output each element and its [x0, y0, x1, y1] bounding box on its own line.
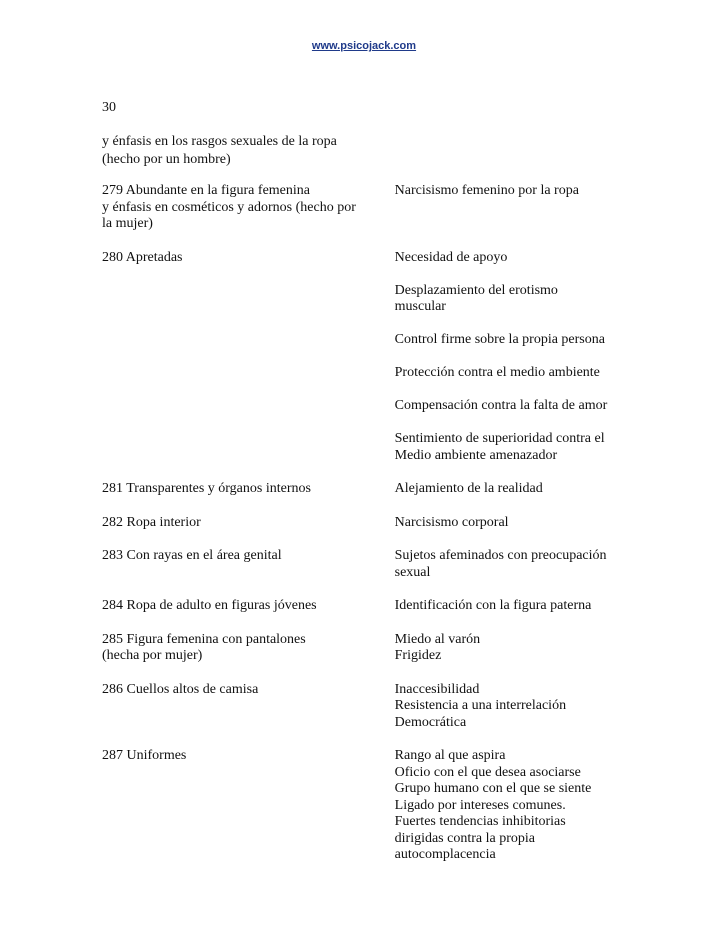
- line-gap: [395, 316, 622, 333]
- entry-line: Miedo al varón: [394, 631, 481, 647]
- entry-line: Sujetos afeminados con preocupación: [394, 548, 607, 563]
- entry-item: [102, 548, 395, 581]
- entry-line: Control firme sobre la propia persona: [394, 332, 605, 347]
- entry-item: [102, 481, 395, 498]
- entry-line: (hecha por mujer): [102, 648, 203, 663]
- entry-line: autocomplacencia: [394, 847, 496, 862]
- entry-row: [102, 682, 622, 732]
- entry-line: 281 Transparentes y órganos internos: [102, 481, 311, 496]
- line-gap: [395, 415, 622, 432]
- entry-interpretation: [395, 682, 622, 732]
- entry-line: Resistencia a una interrelación: [394, 698, 567, 713]
- entry-line: Fuertes tendencias inhibitorias: [394, 814, 566, 829]
- entry-interpretation: [395, 515, 622, 532]
- line-gap: [395, 266, 622, 283]
- entry-line: Alejamiento de la realidad: [394, 481, 543, 496]
- line-gap: [395, 349, 622, 366]
- entry-row: [102, 183, 622, 233]
- entry-line: 280 Apretadas: [102, 249, 183, 265]
- entry-line: Sentimiento de superioridad contra el: [394, 431, 605, 446]
- entry-interpretation: [395, 598, 622, 615]
- entry-line: 284 Ropa de adulto en figuras jóvenes: [102, 598, 317, 613]
- entry-line: Oficio con el que desea asociarse: [394, 764, 581, 780]
- entry-item: [102, 598, 395, 615]
- entry-row: [102, 548, 622, 581]
- entry-line: Compensación contra la falta de amor: [394, 398, 608, 413]
- entry-line: la mujer): [102, 216, 153, 231]
- entry-item: [102, 748, 395, 864]
- entry-line: Necesidad de apoyo: [394, 249, 508, 265]
- entry-line: Ligado por intereses comunes.: [394, 797, 566, 813]
- entry-line: dirigidas contra la propia: [394, 830, 535, 846]
- entry-interpretation: [395, 183, 622, 233]
- entry-line: Medio ambiente amenazador: [394, 447, 558, 463]
- entry-line: Protección contra el medio ambiente: [394, 365, 600, 380]
- entry-line: 283 Con rayas en el área genital: [102, 548, 282, 563]
- entry-row: [102, 598, 622, 615]
- entry-line: Inaccesibilidad: [394, 681, 480, 697]
- entry-item: [102, 632, 395, 665]
- entry-interpretation: [395, 632, 622, 665]
- entry-line: Narcisismo femenino por la ropa: [394, 183, 579, 198]
- entry-row: [102, 632, 622, 665]
- entry-line: 285 Figura femenina con pantalones: [102, 631, 306, 647]
- entry-line: Desplazamiento del erotismo: [394, 282, 558, 298]
- entry-line: Narcisismo corporal: [394, 514, 509, 530]
- header-link[interactable]: www.psicojack.com: [311, 40, 417, 52]
- entry-line: Frigidez: [394, 648, 442, 663]
- entry-interpretation: [395, 481, 622, 498]
- entry-row: [102, 748, 622, 864]
- entry-interpretation: [395, 748, 622, 864]
- entry-line: 282 Ropa interior: [102, 514, 201, 530]
- entry-line: muscular: [394, 299, 446, 314]
- entry-item: [102, 682, 395, 732]
- entry-item: [102, 250, 395, 465]
- entry-interpretation: [395, 548, 622, 581]
- entry-line: 286 Cuellos altos de camisa: [102, 681, 259, 697]
- entry-row: [102, 515, 622, 532]
- intro-line: (hecho por un hombre): [102, 152, 231, 167]
- entry-line: 279 Abundante en la figura femenina: [102, 183, 310, 198]
- intro-text: [102, 133, 372, 169]
- entry-line: 287 Uniformes: [102, 748, 187, 763]
- entry-line: Grupo humano con el que se siente: [394, 781, 592, 796]
- entry-line: Democrática: [394, 714, 467, 730]
- page-number: 30: [102, 100, 116, 115]
- line-gap: [395, 382, 622, 399]
- entry-line: Rango al que aspira: [394, 748, 506, 763]
- intro-line: y énfasis en los rasgos sexuales de la ropa: [102, 134, 337, 149]
- entry-interpretation: [395, 250, 622, 465]
- entry-line: y énfasis en cosméticos y adornos (hecho por: [102, 199, 356, 215]
- entries-table: [102, 183, 622, 881]
- entry-row: [102, 481, 622, 498]
- entry-line: Identificación con la figura paterna: [394, 598, 592, 613]
- entry-row: [102, 250, 622, 465]
- entry-item: [102, 515, 395, 532]
- entry-item: [102, 183, 395, 233]
- entry-line: sexual: [394, 564, 431, 580]
